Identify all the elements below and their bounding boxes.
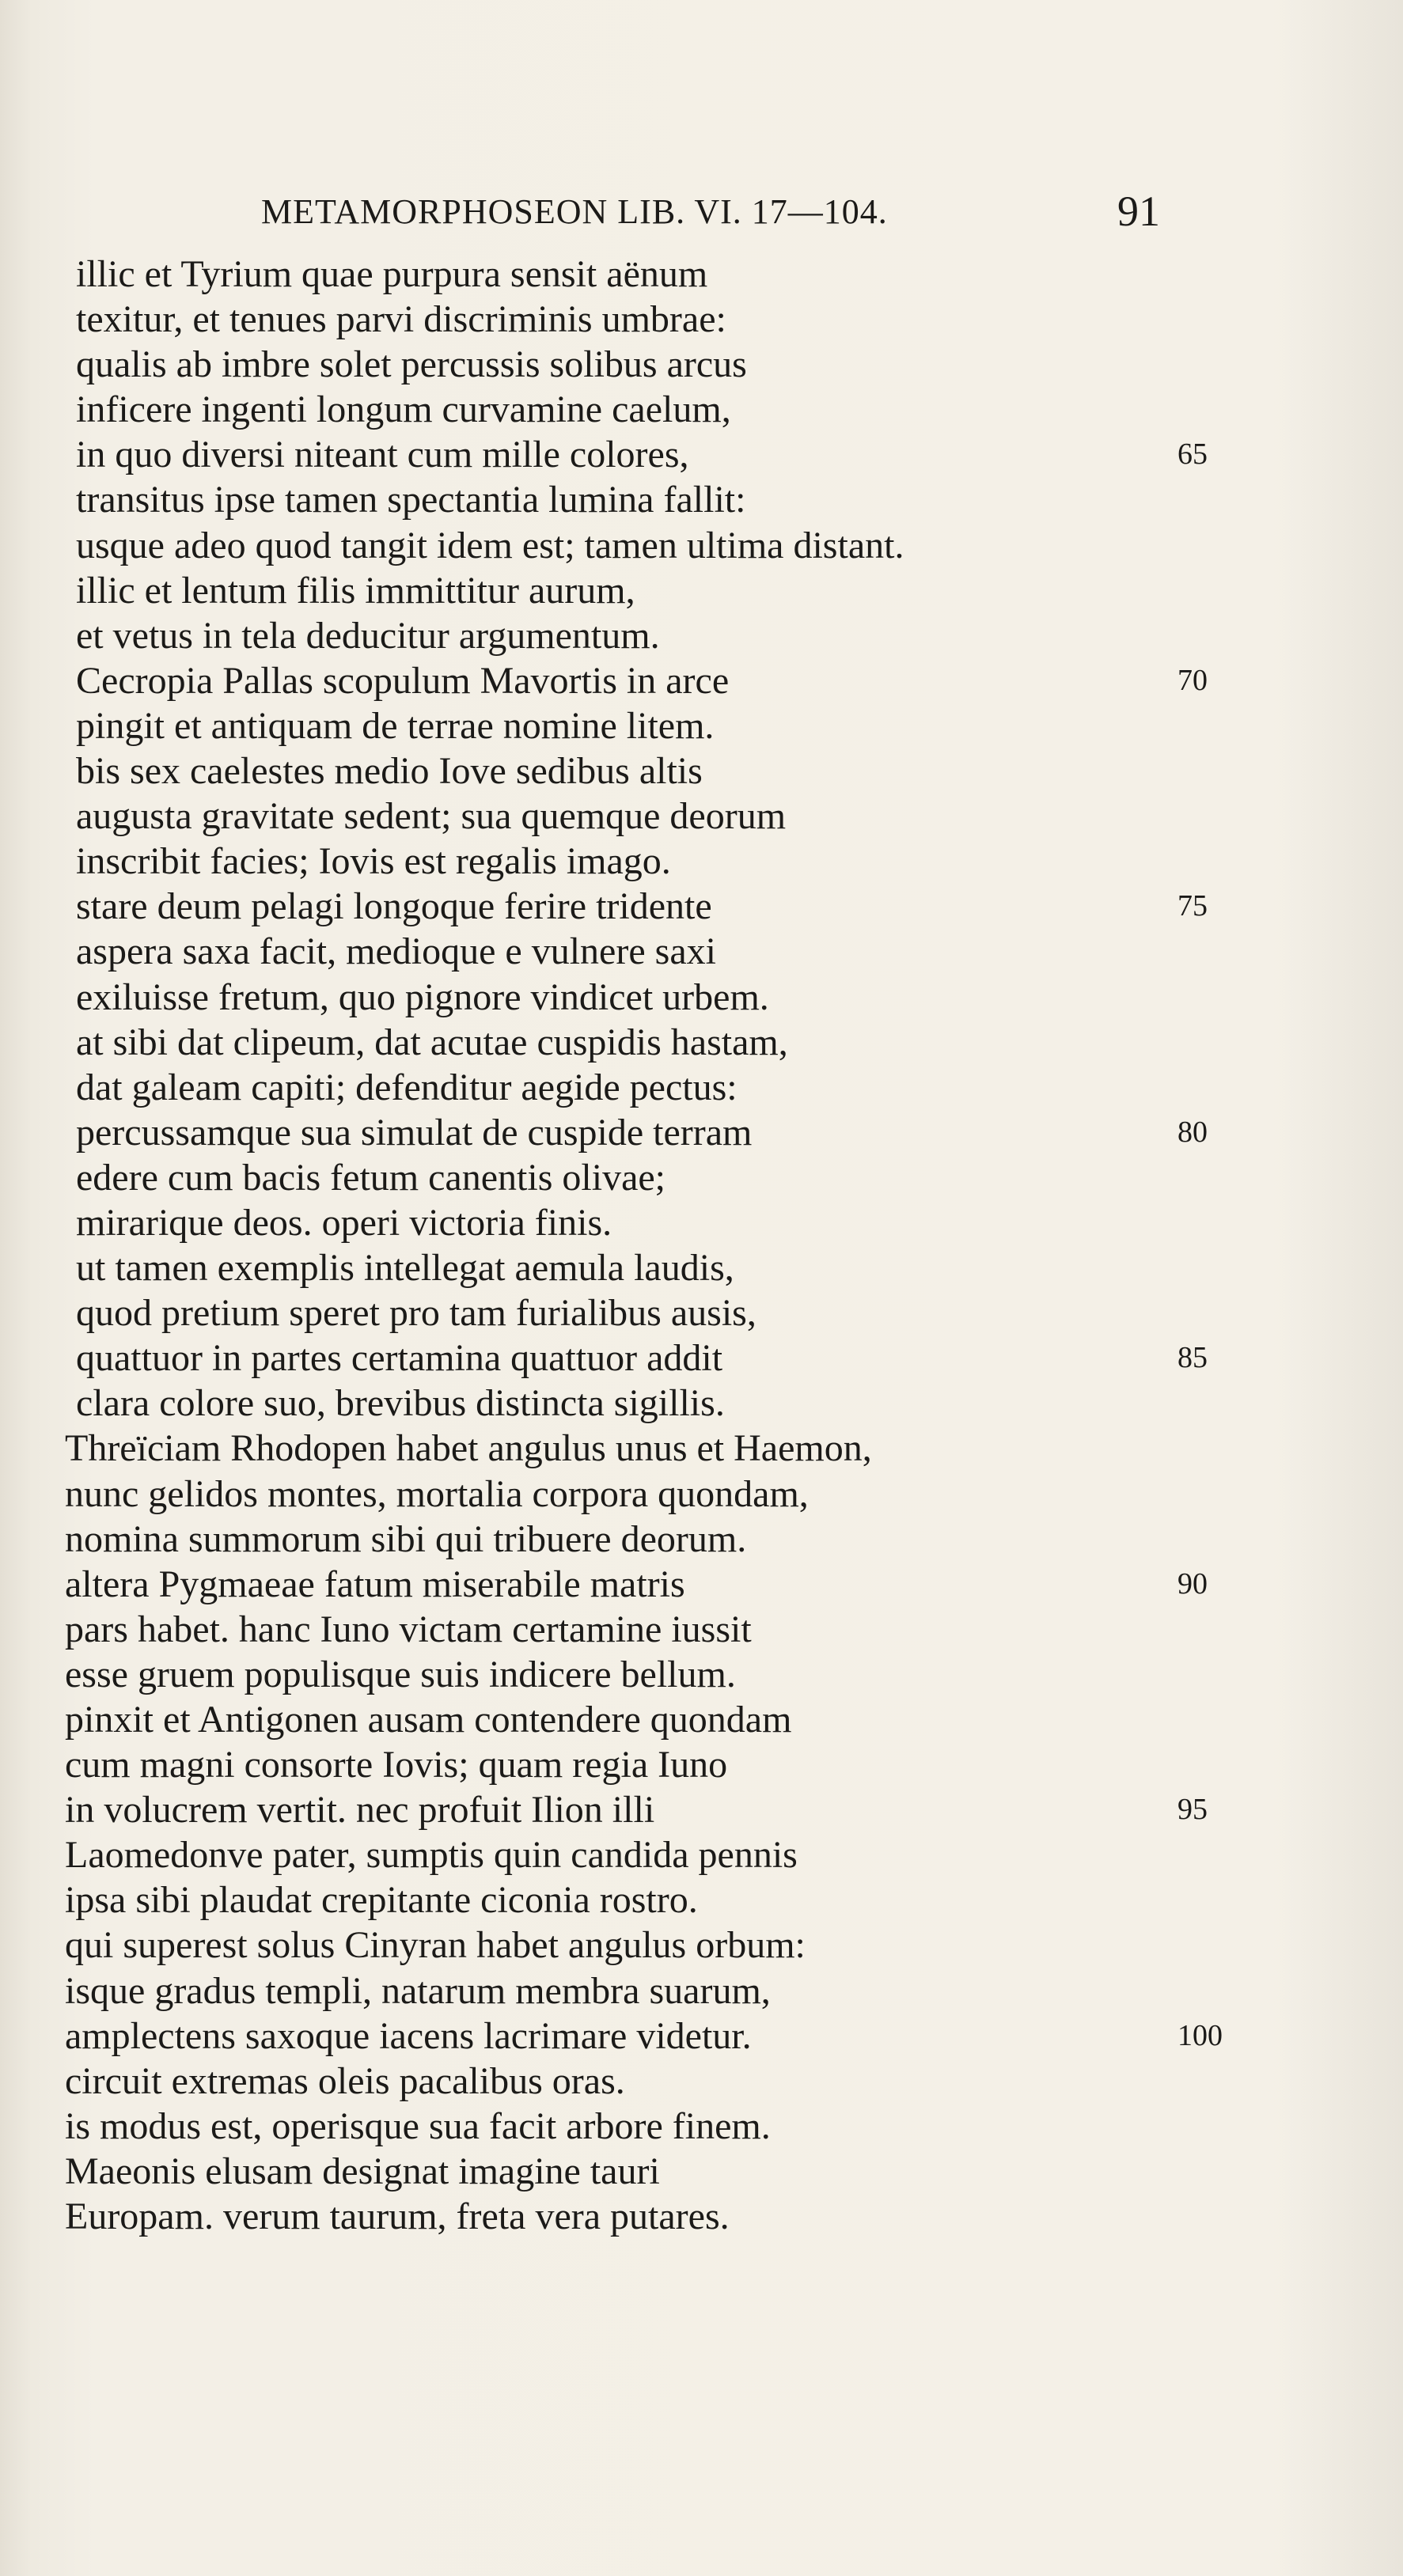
verse-line: [0, 2013, 1403, 2059]
verse-line: [0, 1020, 1403, 1065]
verse-text: pingit et antiquam de terrae nomine litem.: [76, 704, 715, 747]
verse-text: illic et lentum filis immittitur aurum,: [76, 569, 635, 612]
verse-line: [0, 387, 1403, 432]
verse-line: [0, 297, 1403, 342]
verse-line: [0, 1381, 1403, 1426]
verse-text: ipsa sibi plaudat crepitante ciconia rostro.: [65, 1879, 698, 1922]
verse-line: [0, 975, 1403, 1020]
verse-text: Cecropia Pallas scopulum Mavortis in arce: [76, 659, 730, 702]
verse-text: Laomedonve pater, sumptis quin candida pennis: [65, 1834, 798, 1877]
verse-text: in quo diversi niteant cum mille colores,: [76, 434, 689, 476]
verse-text: clara colore suo, brevibus distincta sigillis.: [76, 1382, 725, 1425]
verse-text: qualis ab imbre solet percussis solibus arcus: [76, 343, 747, 386]
verse-line: [0, 1335, 1403, 1381]
verse-line: [0, 252, 1403, 297]
verse-line: [0, 432, 1403, 477]
line-number: 90: [1177, 1566, 1208, 1601]
line-number: 75: [1177, 889, 1208, 923]
verse-line: [0, 1155, 1403, 1200]
verse-line: [0, 1517, 1403, 1562]
verse-line: [0, 884, 1403, 929]
verse-line: [0, 1652, 1403, 1697]
verse-line: [0, 1200, 1403, 1245]
verse-text: stare deum pelagi longoque ferire tridente: [76, 885, 712, 928]
verse-text: edere cum bacis fetum canentis olivae;: [76, 1156, 666, 1199]
verse-text: inscribit facies; Iovis est regalis imago.: [76, 840, 671, 883]
running-head: METAMORPHOSEON LIB. VI. 17—104.: [261, 192, 888, 231]
verse-text: Maeonis elusam designat imagine tauri: [65, 2150, 660, 2192]
verse-line: [0, 929, 1403, 974]
verse-text: illic et Tyrium quae purpura sensit aënum: [76, 253, 708, 295]
verse-text: Threïciam Rhodopen habet angulus unus et Haemon,: [65, 1427, 872, 1470]
line-number: 70: [1177, 663, 1208, 697]
verse-text: percussamque sua simulat de cuspide terram: [76, 1111, 753, 1154]
verse-line: [0, 1562, 1403, 1607]
verse-line: [0, 1742, 1403, 1787]
verse-line: [0, 658, 1403, 703]
verse-text: nomina summorum sibi qui tribuere deorum.: [65, 1517, 747, 1560]
verse-line: [0, 613, 1403, 658]
verse-text: ut tamen exemplis intellegat aemula laudis,: [76, 1247, 734, 1290]
verse-block: [0, 252, 1403, 2239]
verse-text: nunc gelidos montes, mortalia corpora quondam,: [65, 1472, 809, 1515]
verse-line: [0, 839, 1403, 884]
verse-line: [0, 568, 1403, 613]
verse-line: [0, 1290, 1403, 1335]
page-number: 91: [1117, 188, 1160, 235]
verse-text: pars habet. hanc Iuno victam certamine iussit: [65, 1608, 752, 1650]
verse-text: pinxit et Antigonen ausam contendere quondam: [65, 1699, 792, 1741]
verse-line: [0, 342, 1403, 387]
verse-line: [0, 1697, 1403, 1742]
verse-text: quattuor in partes certamina quattuor addit: [76, 1337, 723, 1380]
verse-line: [0, 1923, 1403, 1968]
verse-line: [0, 2059, 1403, 2104]
verse-line: [0, 1968, 1403, 2013]
verse-text: inficere ingenti longum curvamine caelum,: [76, 388, 731, 431]
verse-line: [0, 748, 1403, 794]
verse-line: [0, 1245, 1403, 1290]
verse-text: mirarique deos. operi victoria finis.: [76, 1201, 612, 1244]
verse-line: [0, 1787, 1403, 1832]
verse-text: at sibi dat clipeum, dat acutae cuspidis hastam,: [76, 1021, 788, 1063]
verse-line: [0, 2194, 1403, 2239]
line-number: 80: [1177, 1115, 1208, 1149]
verse-text: bis sex caelestes medio Iove sedibus altis: [76, 750, 703, 793]
verse-line: [0, 703, 1403, 748]
verse-text: dat galeam capiti; defenditur aegide pectus:: [76, 1066, 738, 1108]
line-number: 100: [1177, 2018, 1223, 2052]
verse-text: is modus est, operisque sua facit arbore finem.: [65, 2104, 771, 2147]
verse-line: [0, 1607, 1403, 1652]
verse-line: [0, 1832, 1403, 1877]
verse-line: [0, 1110, 1403, 1155]
verse-line: [0, 794, 1403, 839]
verse-text: circuit extremas oleis pacalibus oras.: [65, 2059, 625, 2102]
verse-text: amplectens saxoque iacens lacrimare videtur.: [65, 2014, 752, 2057]
verse-text: aspera saxa facit, medioque e vulnere saxi: [76, 930, 716, 973]
verse-text: altera Pygmaeae fatum miserabile matris: [65, 1563, 685, 1605]
verse-line: [0, 1065, 1403, 1110]
verse-text: texitur, et tenues parvi discriminis umbrae:: [76, 298, 726, 341]
verse-line: [0, 1426, 1403, 1471]
verse-text: quod pretium speret pro tam furialibus ausis,: [76, 1292, 756, 1335]
verse-line: [0, 1877, 1403, 1923]
verse-text: usque adeo quod tangit idem est; tamen ultima distant.: [76, 524, 904, 566]
verse-text: augusta gravitate sedent; sua quemque deorum: [76, 795, 787, 838]
verse-line: [0, 2149, 1403, 2194]
verse-text: Europam. verum taurum, freta vera putares.: [65, 2195, 730, 2238]
verse-text: exiluisse fretum, quo pignore vindicet urbem.: [76, 975, 769, 1018]
page-header: [261, 187, 1171, 234]
verse-text: cum magni consorte Iovis; quam regia Iuno: [65, 1744, 728, 1786]
verse-line: [0, 2104, 1403, 2149]
verse-text: in volucrem vertit. nec profuit Ilion illi: [65, 1789, 655, 1832]
verse-text: transitus ipse tamen spectantia lumina fallit:: [76, 479, 746, 521]
verse-text: qui superest solus Cinyran habet angulus orbum:: [65, 1924, 806, 1967]
verse-line: [0, 1472, 1403, 1517]
verse-line: [0, 477, 1403, 522]
verse-text: et vetus in tela deducitur argumentum.: [76, 614, 660, 657]
line-number: 65: [1177, 438, 1208, 472]
line-number: 85: [1177, 1341, 1208, 1375]
line-number: 95: [1177, 1793, 1208, 1827]
verse-line: [0, 523, 1403, 568]
verse-text: isque gradus templi, natarum membra suarum,: [65, 1969, 771, 2012]
verse-text: esse gruem populisque suis indicere bellum.: [65, 1653, 736, 1695]
